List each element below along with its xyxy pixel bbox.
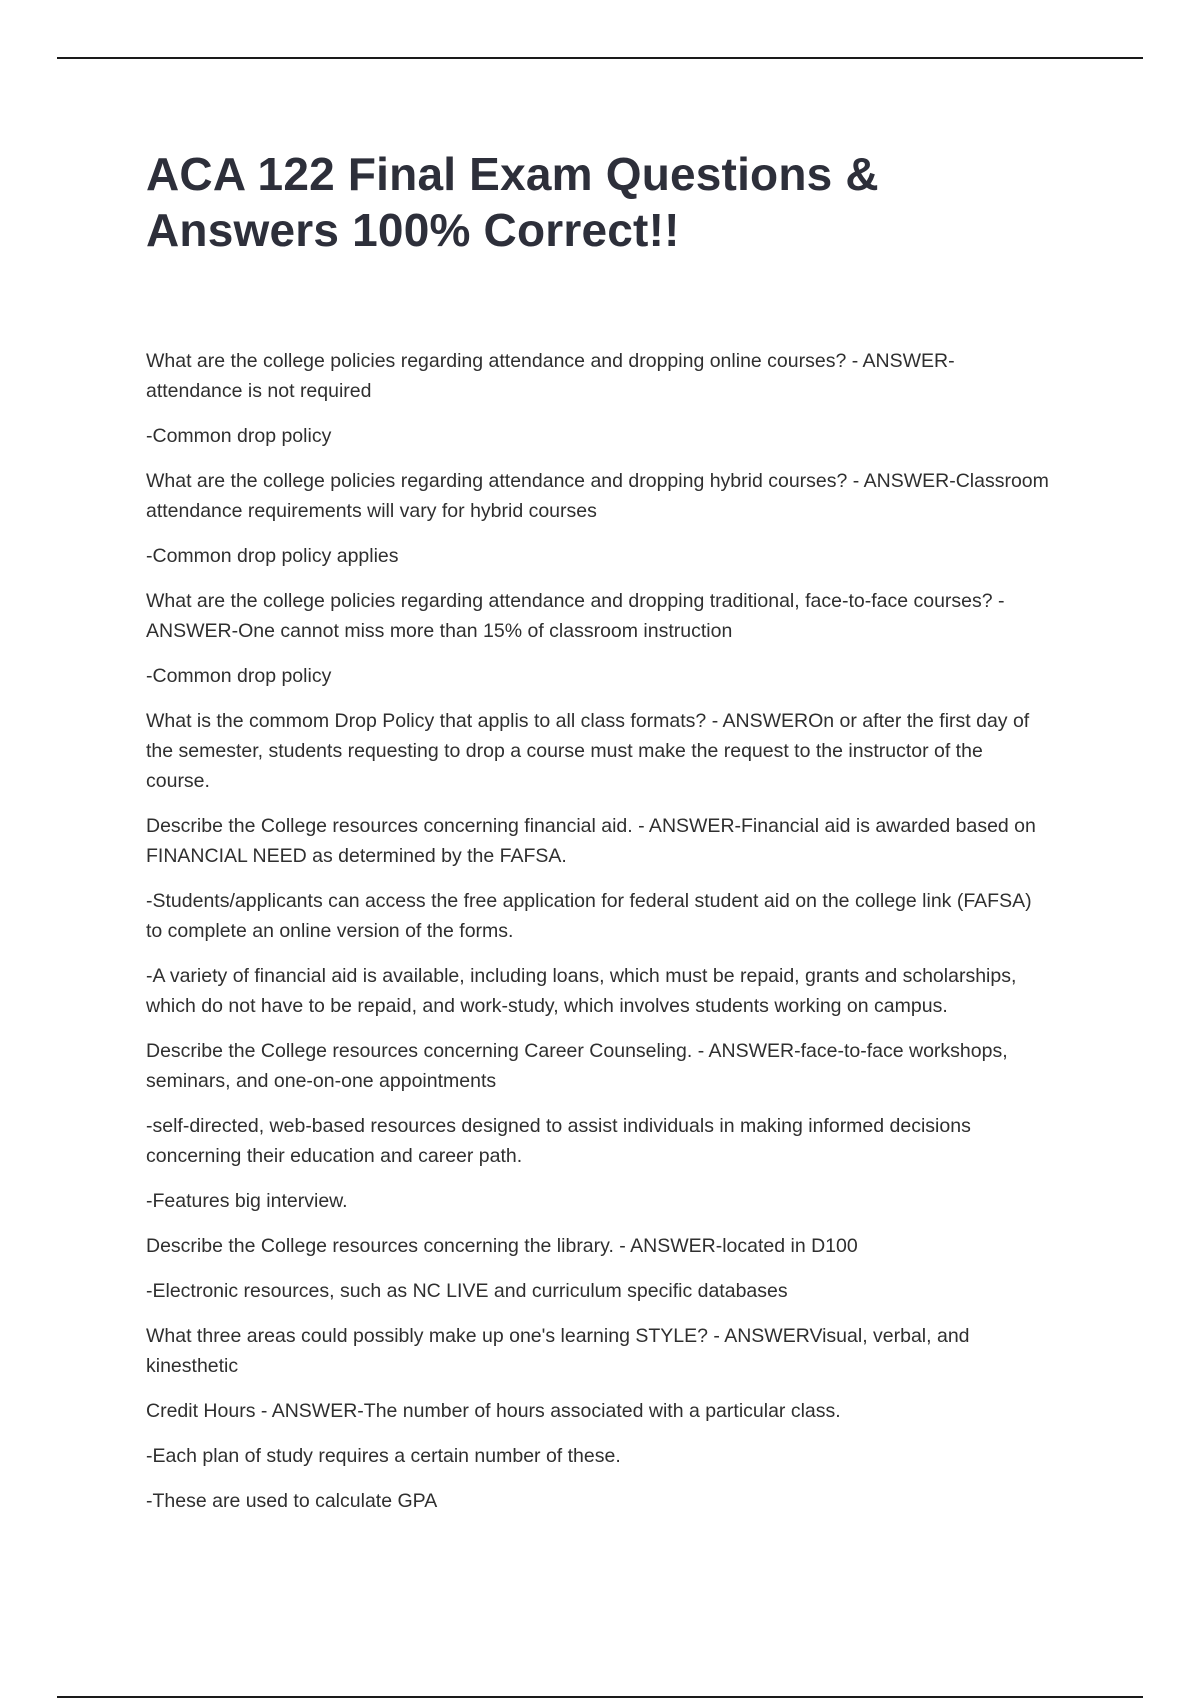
paragraph: -These are used to calculate GPA [146, 1490, 438, 1512]
paragraph: Describe the College resources concerning Career Counseling. - ANSWER-face-to-face workshops, seminars, and one-on-one appointments [146, 1040, 1008, 1092]
paragraph: -Students/applicants can access the free application for federal student aid on the college link (FAFSA) to complete an online version of the forms. [146, 890, 1032, 942]
document-title: ACA 122 Final Exam Questions & Answers 100% Correct!! [146, 148, 879, 256]
paragraph: What are the college policies regarding attendance and dropping traditional, face-to-face courses? - ANSWER-One cannot miss more than 15% of classroom instruction [146, 590, 1005, 642]
bottom-divider [57, 1696, 1143, 1698]
paragraph: -Common drop policy applies [146, 545, 399, 567]
paragraph: Credit Hours - ANSWER-The number of hours associated with a particular class. [146, 1400, 841, 1422]
paragraph: -Electronic resources, such as NC LIVE and curriculum specific databases [146, 1280, 788, 1302]
paragraph: -Common drop policy [146, 425, 332, 447]
paragraph: -Each plan of study requires a certain number of these. [146, 1445, 621, 1467]
paragraph: Describe the College resources concerning financial aid. - ANSWER-Financial aid is awarded based on FINANCIAL NEED as determined by the FAFSA. [146, 815, 1036, 867]
document-body [146, 346, 1051, 1531]
paragraph: -self-directed, web-based resources designed to assist individuals in making informed decisions concerning their education and career path. [146, 1115, 971, 1167]
paragraph: -A variety of financial aid is available, including loans, which must be repaid, grants and scholarships, which do not have to be repaid, and work-study, which involves students working on campus. [146, 965, 1017, 1017]
paragraph: What are the college policies regarding attendance and dropping hybrid courses? - ANSWER-Classroom attendance requirements will vary for hybrid courses [146, 470, 1049, 522]
paragraph: What three areas could possibly make up one's learning STYLE? - ANSWERVisual, verbal, and kinesthetic [146, 1325, 970, 1377]
paragraph: -Common drop policy [146, 665, 332, 687]
top-divider [57, 57, 1143, 59]
paragraph: What is the commom Drop Policy that applis to all class formats? - ANSWEROn or after the first day of the semester, students requesting to drop a course must make the request to the instructor of the course. [146, 710, 1030, 792]
paragraph: -Features big interview. [146, 1190, 348, 1212]
paragraph: Describe the College resources concerning the library. - ANSWER-located in D100 [146, 1235, 858, 1257]
paragraph: What are the college policies regarding attendance and dropping online courses? - ANSWER-attendance is not required [146, 350, 955, 402]
